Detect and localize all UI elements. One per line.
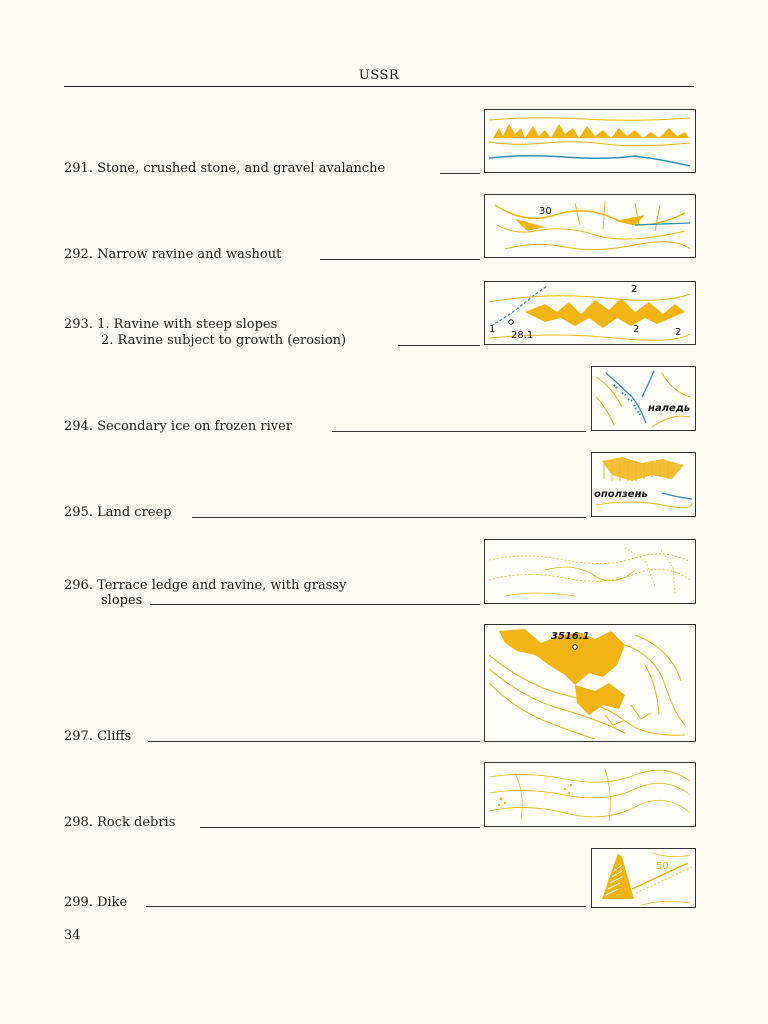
entry-296: 296. Terrace ledge and ravine, with grassy xyxy=(64,578,347,593)
leader-line xyxy=(146,906,586,907)
entry-298: 298. Rock debris xyxy=(64,815,176,830)
symbol-297-cliffs xyxy=(484,624,696,742)
entry-292: 292. Narrow ravine and washout xyxy=(64,247,282,262)
leader-line xyxy=(192,517,586,518)
symbol-299-dike xyxy=(591,848,696,908)
symbol-label: 1 xyxy=(489,324,496,335)
symbol-294-secondary-ice xyxy=(591,366,696,431)
elevation-label: 28.1 xyxy=(511,330,534,341)
symbol-label: 2 xyxy=(631,284,638,295)
leader-line xyxy=(320,259,480,260)
symbol-word-label: наледь xyxy=(648,403,691,414)
symbol-296-terrace-ledge xyxy=(484,539,696,604)
symbol-293-ravine xyxy=(484,281,696,345)
leader-line xyxy=(148,741,480,742)
symbol-291-avalanche xyxy=(484,109,696,173)
page-header: USSR xyxy=(64,68,694,87)
symbol-word-label: оползень xyxy=(594,489,648,500)
leader-line xyxy=(200,827,480,828)
entry-294: 294. Secondary ice on frozen river xyxy=(64,419,293,434)
leader-line xyxy=(150,604,480,605)
entry-293-line2: 2. Ravine subject to growth (erosion) xyxy=(101,333,347,348)
entry-291: 291. Stone, crushed stone, and gravel avalanche xyxy=(64,161,386,176)
symbol-298-rock-debris xyxy=(484,762,696,827)
leader-line xyxy=(398,345,480,346)
entry-297: 297. Cliffs xyxy=(64,729,132,744)
symbol-label: 2 xyxy=(675,327,682,338)
elevation-label: 3516.1 xyxy=(551,631,590,642)
contour-label: 50 xyxy=(656,861,669,872)
page-number: 34 xyxy=(64,928,81,943)
entry-296-line2: slopes xyxy=(101,593,143,608)
entry-293: 293. 1. Ravine with steep slopes xyxy=(64,317,278,332)
leader-line xyxy=(440,173,480,174)
symbol-label: 2 xyxy=(633,324,640,335)
symbol-292-narrow-ravine xyxy=(484,194,696,258)
symbol-295-land-creep xyxy=(591,452,696,517)
entry-295: 295. Land creep xyxy=(64,505,172,520)
entry-299: 299. Dike xyxy=(64,895,128,910)
contour-label: 30 xyxy=(539,206,552,217)
leader-line xyxy=(332,431,586,432)
